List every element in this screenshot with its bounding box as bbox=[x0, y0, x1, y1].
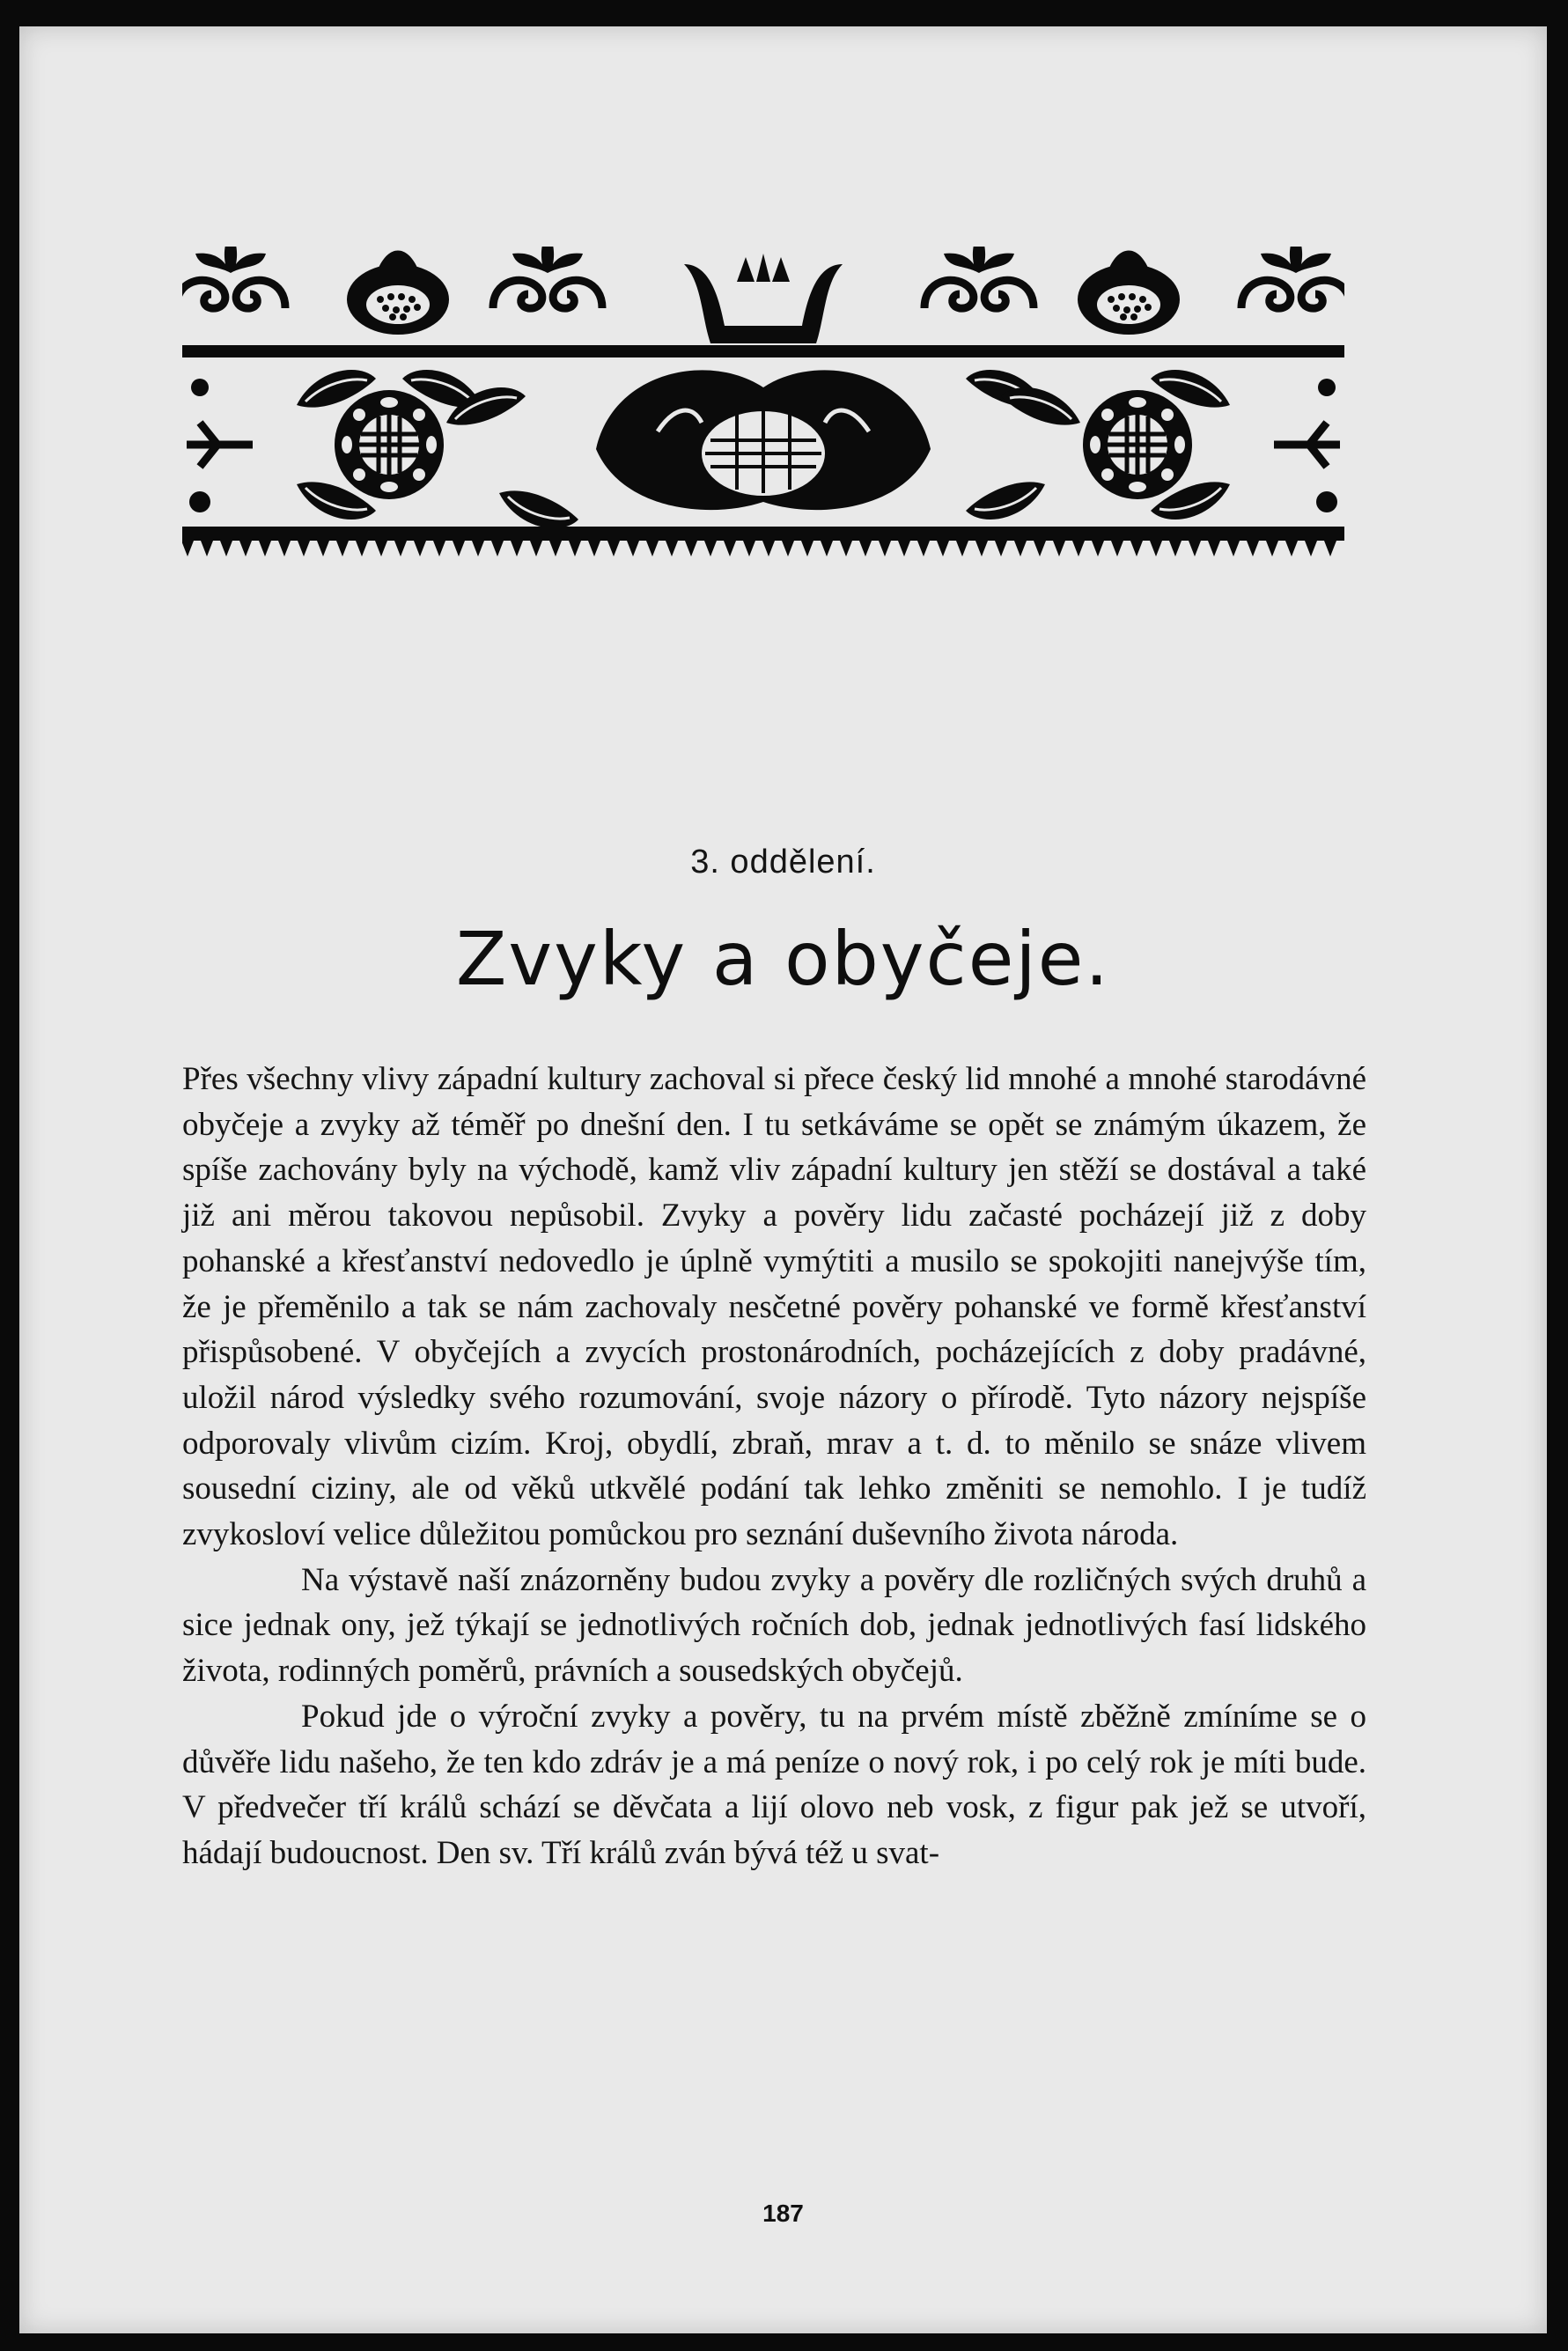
fringe-drop bbox=[1092, 541, 1104, 556]
fringe-drop bbox=[627, 541, 639, 556]
fringe-drop bbox=[239, 541, 252, 556]
fringe-drop bbox=[685, 541, 697, 556]
fringe-drop bbox=[743, 541, 755, 556]
fringe-drop bbox=[549, 541, 562, 556]
fringe-drop bbox=[1208, 541, 1220, 556]
fringe-drop bbox=[1072, 541, 1085, 556]
folk-ornament-border bbox=[182, 247, 1344, 572]
paragraph: Pokud jde o výroční zvyky a pověry, tu na prvém místě zběžně zmíníme se o důvěře lidu našeho, že ten kdo zdráv je a má peníze o nový rok, i po celý rok je míti bude. V předvečer tří králů schází se děvčata a lijí olovo neb vosk, z figur pak jež se utvoří, hádají budoucnost. Den sv. Tří králů zván bývá též u svat- bbox=[182, 1698, 1366, 1871]
fringe-drop bbox=[1014, 541, 1027, 556]
fringe-drop bbox=[569, 541, 581, 556]
book-page bbox=[19, 26, 1547, 2333]
fringe-drop bbox=[511, 541, 523, 556]
fringe-drop bbox=[1111, 541, 1123, 556]
fringe-drop bbox=[336, 541, 349, 556]
fringe-drop bbox=[801, 541, 813, 556]
ornament-band-top bbox=[182, 345, 1344, 357]
paragraph: Přes všechny vlivy západní kultury zachoval si přece český lid mnohé a mnohé starodávné obyčeje a zvyky až téměř po dnešní den. I tu setkáváme se opět se známým úkazem, že spíše zachovány byly na východě, kamž vliv západní kultury jen stěží se dostával a také již ani měrou takovou nepůsobil. Zvyky a pověry lidu začasté pocházejí již z doby pohanské a křesťanství nedovedlo je úplně vymýtiti a musilo se spokojiti nanejvýše tím, že je přeměnilo a tak se nám zachovaly nesčetné pověry pohanské ve formě křesťanství přispůsobené. V obyčejích a zvycích prostonárodních, pocházejících z doby pradávné, uložil národ výsledky svého rozumování, svoje názory o přírodě. Tyto názory nejspíše odporovaly vlivům cizím. Kroj, obydlí, zbraň, mrav a t. d. to měnilo se snáze vlivem sousední ciziny, ale od věků utkvělé podání tak lehko změniti se nemohlo. I je tudíž zvykosloví velice důležitou pomůckou pro seznání duševního života národa. bbox=[182, 1061, 1366, 1553]
fringe-drop bbox=[1053, 541, 1065, 556]
fringe-drop bbox=[394, 541, 407, 556]
fringe-drop bbox=[201, 541, 213, 556]
fringe-drop bbox=[182, 541, 194, 556]
fringe-drop bbox=[879, 541, 891, 556]
fringe-drop bbox=[491, 541, 504, 556]
section-number: 3. oddělení. bbox=[690, 844, 876, 881]
ornament-band-bottom bbox=[182, 527, 1344, 541]
fringe-drop bbox=[1285, 541, 1298, 556]
fringe-drop bbox=[840, 541, 852, 556]
fringe-drop bbox=[704, 541, 717, 556]
fringe-drop bbox=[1130, 541, 1143, 556]
page-number: 187 bbox=[762, 2200, 804, 2227]
fringe-drop bbox=[259, 541, 271, 556]
ornament-fringe bbox=[182, 541, 1336, 556]
fringe-drop bbox=[1189, 541, 1201, 556]
chapter-title: Zvyky a obyčeje. bbox=[455, 916, 1111, 1002]
fringe-drop bbox=[298, 541, 310, 556]
fringe-drop bbox=[356, 541, 368, 556]
fringe-drop bbox=[666, 541, 678, 556]
fringe-drop bbox=[956, 541, 968, 556]
fringe-drop bbox=[646, 541, 659, 556]
fringe-drop bbox=[317, 541, 329, 556]
fringe-drop bbox=[278, 541, 291, 556]
fringe-drop bbox=[821, 541, 833, 556]
fringe-drop bbox=[375, 541, 387, 556]
fringe-drop bbox=[220, 541, 232, 556]
fringe-drop bbox=[530, 541, 542, 556]
fringe-drop bbox=[453, 541, 465, 556]
fringe-drop bbox=[724, 541, 736, 556]
fringe-drop bbox=[762, 541, 775, 556]
fringe-drop bbox=[782, 541, 794, 556]
fringe-drop bbox=[1227, 541, 1240, 556]
fringe-drop bbox=[1169, 541, 1182, 556]
fringe-drop bbox=[1150, 541, 1162, 556]
ornament-middle-row bbox=[187, 370, 1340, 528]
fringe-drop bbox=[1266, 541, 1278, 556]
fringe-drop bbox=[1305, 541, 1317, 556]
ornament-top-row bbox=[182, 247, 1344, 343]
fringe-drop bbox=[414, 541, 426, 556]
fringe-drop bbox=[1034, 541, 1046, 556]
fringe-drop bbox=[975, 541, 988, 556]
fringe-drop bbox=[1247, 541, 1259, 556]
fringe-drop bbox=[917, 541, 930, 556]
fringe-drop bbox=[433, 541, 445, 556]
fringe-drop bbox=[898, 541, 910, 556]
fringe-drop bbox=[1324, 541, 1336, 556]
fringe-drop bbox=[472, 541, 484, 556]
fringe-drop bbox=[937, 541, 949, 556]
paragraph: Na výstavě naší znázorněny budou zvyky a pověry dle rozličných svých druhů a sice jednak ony, jež týkají se jednotlivých ročních dob, jednak jednotlivých fasí lidského života, rodinných poměrů, právních a sousedských obyčejů. bbox=[182, 1561, 1366, 1690]
body-text bbox=[182, 1057, 1366, 1876]
fringe-drop bbox=[995, 541, 1007, 556]
fringe-drop bbox=[607, 541, 620, 556]
fringe-drop bbox=[859, 541, 872, 556]
fringe-drop bbox=[588, 541, 600, 556]
